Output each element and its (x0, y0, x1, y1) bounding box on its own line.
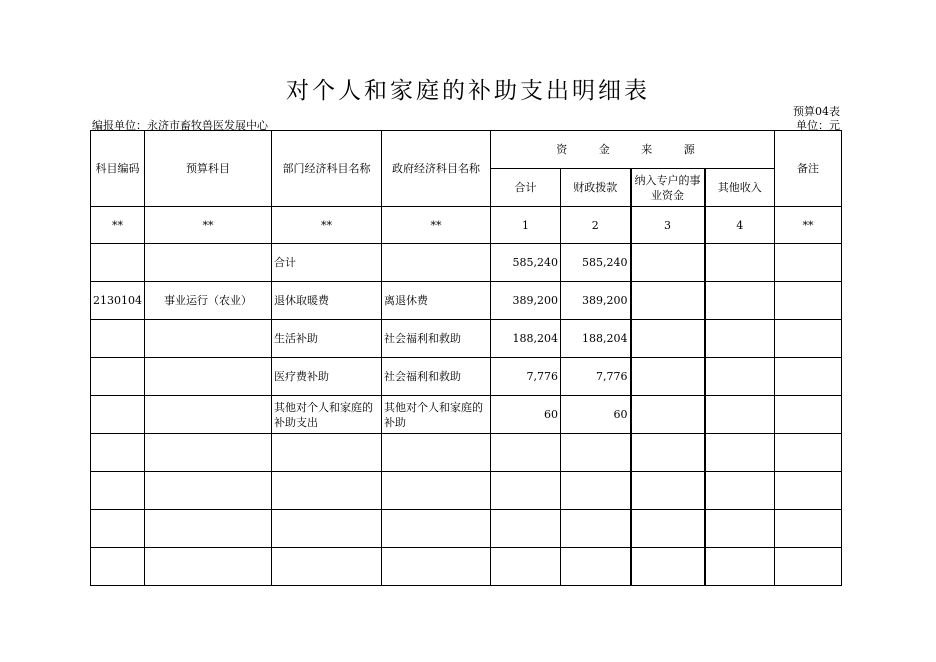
index-cell: ** (272, 207, 382, 244)
budget-item-cell (145, 320, 272, 358)
special-fund-cell (631, 434, 705, 472)
reporting-unit: 编报单位：永济市畜牧兽医发展中心 (92, 119, 268, 132)
dept-econ-cell: 其他对个人和家庭的补助支出 (272, 396, 382, 434)
gov-econ-cell (382, 548, 491, 586)
note-cell (775, 358, 842, 396)
budget-item-cell (145, 510, 272, 548)
fiscal-cell (561, 472, 631, 510)
table-row (91, 396, 842, 434)
code-cell (91, 396, 145, 434)
table-row (91, 358, 842, 396)
special-fund-cell (631, 548, 705, 586)
code-cell (91, 472, 145, 510)
note-cell (775, 434, 842, 472)
index-cell: 4 (705, 207, 775, 244)
fiscal-cell (561, 548, 631, 586)
header-code: 科目编码 (91, 131, 145, 207)
table-row (91, 434, 842, 472)
index-cell: ** (145, 207, 272, 244)
other-income-cell (705, 320, 775, 358)
other-income-cell (705, 548, 775, 586)
code-cell (91, 548, 145, 586)
header-fund-source: 资 金 来 源 (491, 131, 775, 169)
gov-econ-cell (382, 434, 491, 472)
other-income-cell (705, 358, 775, 396)
dept-econ-cell: 合计 (272, 244, 382, 282)
other-income-cell (705, 472, 775, 510)
form-number: 预算04表 (793, 105, 840, 118)
header-budget-item: 预算科目 (145, 131, 272, 207)
note-cell (775, 510, 842, 548)
dept-econ-cell (272, 548, 382, 586)
note-cell (775, 282, 842, 320)
gov-econ-cell: 社会福利和救助 (382, 320, 491, 358)
index-cell: ** (775, 207, 842, 244)
total-row (91, 244, 842, 282)
other-income-cell (705, 434, 775, 472)
code-cell: 2130104 (91, 282, 145, 320)
special-fund-cell (631, 510, 705, 548)
gov-econ-cell (382, 472, 491, 510)
special-fund-cell (631, 320, 705, 358)
budget-item-cell (145, 548, 272, 586)
other-income-cell (705, 510, 775, 548)
total-cell: 585,240 (491, 244, 561, 282)
index-cell: 1 (491, 207, 561, 244)
note-cell (775, 396, 842, 434)
budget-item-cell (145, 472, 272, 510)
header-other: 其他收入 (705, 169, 775, 207)
currency-unit: 单位：元 (796, 119, 840, 132)
header-note: 备注 (775, 131, 842, 207)
total-cell: 60 (491, 396, 561, 434)
table-row (91, 282, 842, 320)
index-row (91, 207, 842, 244)
total-cell: 389,200 (491, 282, 561, 320)
index-cell: ** (382, 207, 491, 244)
code-cell (91, 510, 145, 548)
special-fund-cell (631, 282, 705, 320)
total-cell (491, 434, 561, 472)
fiscal-cell: 389,200 (561, 282, 631, 320)
header-row-1 (91, 131, 842, 169)
header-dept-econ: 部门经济科目名称 (272, 131, 382, 207)
fiscal-cell (561, 434, 631, 472)
special-fund-cell (631, 358, 705, 396)
index-cell: ** (91, 207, 145, 244)
table-row (91, 320, 842, 358)
gov-econ-cell: 社会福利和救助 (382, 358, 491, 396)
index-cell: 3 (631, 207, 705, 244)
code-cell (91, 244, 145, 282)
header-fiscal: 财政拨款 (561, 169, 631, 207)
note-cell (775, 548, 842, 586)
gov-econ-cell (382, 244, 491, 282)
gov-econ-cell: 其他对个人和家庭的补助 (382, 396, 491, 434)
index-cell: 2 (561, 207, 631, 244)
fiscal-cell: 585,240 (561, 244, 631, 282)
special-fund-cell (631, 396, 705, 434)
code-cell (91, 320, 145, 358)
budget-item-cell (145, 396, 272, 434)
budget-item-cell (145, 358, 272, 396)
budget-item-cell (145, 434, 272, 472)
dept-econ-cell (272, 510, 382, 548)
special-fund-cell (631, 472, 705, 510)
code-cell (91, 434, 145, 472)
note-cell (775, 320, 842, 358)
subsidy-detail-table (90, 130, 842, 586)
gov-econ-cell (382, 510, 491, 548)
total-cell (491, 548, 561, 586)
fiscal-cell (561, 510, 631, 548)
code-cell (91, 358, 145, 396)
gov-econ-cell: 离退休费 (382, 282, 491, 320)
fiscal-cell: 60 (561, 396, 631, 434)
total-cell: 188,204 (491, 320, 561, 358)
header-gov-econ: 政府经济科目名称 (382, 131, 491, 207)
fiscal-cell: 188,204 (561, 320, 631, 358)
header-total: 合计 (491, 169, 561, 207)
dept-econ-cell (272, 434, 382, 472)
other-income-cell (705, 396, 775, 434)
special-fund-cell (631, 244, 705, 282)
note-cell (775, 472, 842, 510)
total-cell (491, 472, 561, 510)
dept-econ-cell: 医疗费补助 (272, 358, 382, 396)
table-row (91, 548, 842, 586)
dept-econ-cell (272, 472, 382, 510)
table-row (91, 472, 842, 510)
dept-econ-cell: 生活补助 (272, 320, 382, 358)
page-title: 对个人和家庭的补助支出明细表 (286, 78, 650, 104)
total-cell: 7,776 (491, 358, 561, 396)
dept-econ-cell: 退休取暖费 (272, 282, 382, 320)
other-income-cell (705, 282, 775, 320)
table-row (91, 510, 842, 548)
header-special: 纳入专户的事业资金 (631, 169, 705, 207)
budget-item-cell (145, 244, 272, 282)
budget-item-cell: 事业运行（农业） (145, 282, 272, 320)
total-cell (491, 510, 561, 548)
other-income-cell (705, 244, 775, 282)
fiscal-cell: 7,776 (561, 358, 631, 396)
note-cell (775, 244, 842, 282)
